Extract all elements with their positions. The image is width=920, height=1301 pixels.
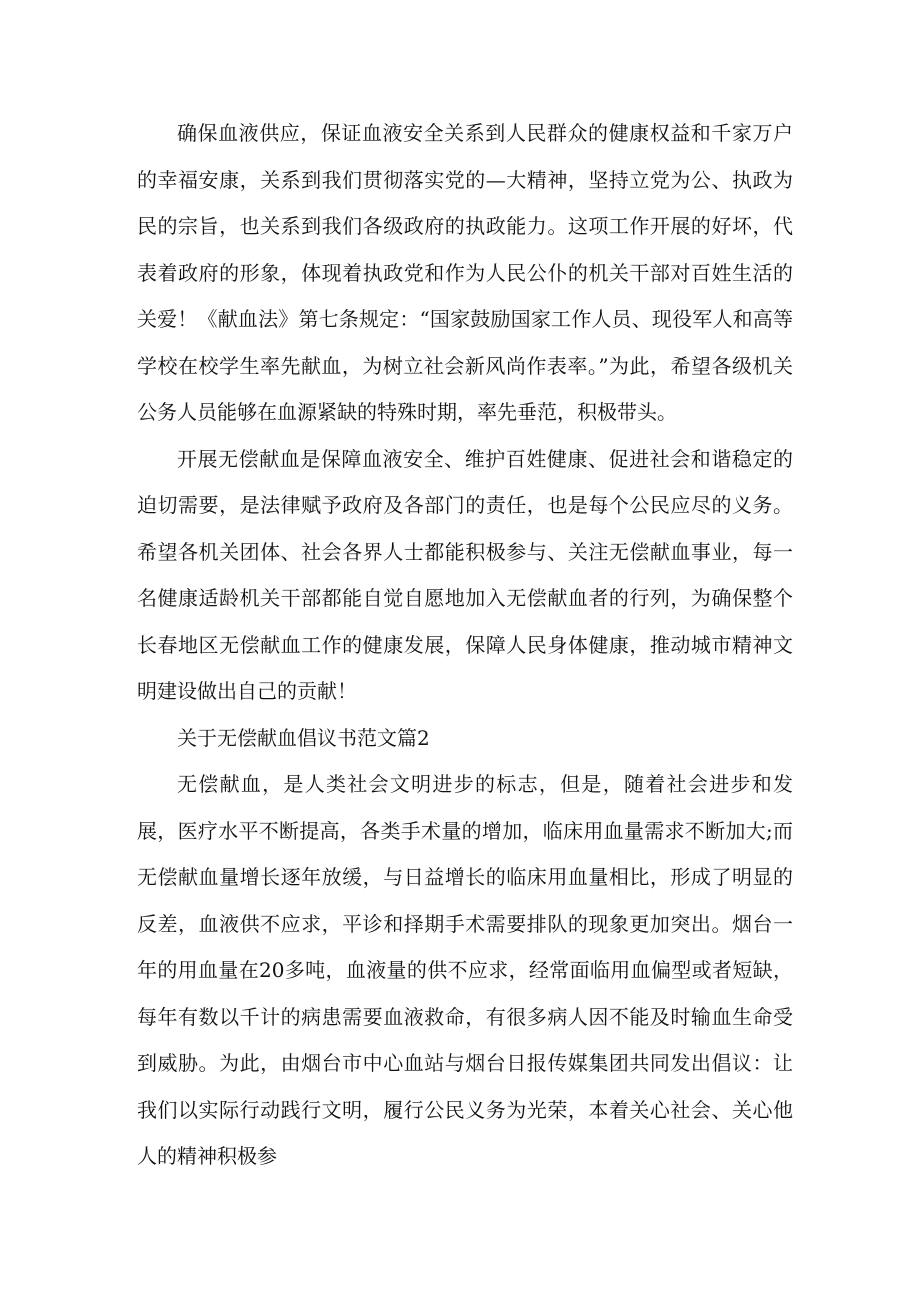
document-body — [137, 110, 793, 1180]
paragraph-blood-supply: 确保血液供应，保证血液安全关系到人民群众的健康权益和千家万户的幸福安康，关系到我们贯彻落实党的—大精神，坚持立党为公、执政为民的宗旨，也关系到我们各级政府的执政能力。这项工作开展的好坏，代表着政府的形象，体现着执政党和作为人民公仆的机关干部对百姓生活的关爱！《献血法》第七条规定：“国家鼓励国家工作人员、现役军人和高等学校在校学生率先献血，为树立社会新风尚作表率。”为此，希望各级机关公务人员能够在血源紧缺的特殊时期，率先垂范，积极带头。 — [137, 121, 793, 424]
paragraph-unpaid-donation: 开展无偿献血是保障血液安全、维护百姓健康、促进社会和谐稳定的迫切需要，是法律赋予政府及各部门的责任，也是每个公民应尽的义务。希望各机关团体、社会各界人士都能积极参与、关注无偿献血事业，每一名健康适龄机关干部都能自觉自愿地加入无偿献血者的行列，为确保整个长春地区无偿献血工作的健康发展，保障人民身体健康，推动城市精神文明建设做出自己的贡献！ — [137, 446, 793, 703]
section-heading: 关于无偿献血倡议书范文篇2 — [177, 725, 430, 750]
paragraph-yantai-proposal: 无偿献血，是人类社会文明进步的标志，但是，随着社会进步和发展，医疗水平不断提高，各类手术量的增加，临床用血量需求不断加大;而无偿献血量增长逐年放缓，与日益增长的临床用血量相比，形成了明显的反差，血液供不应求，平诊和择期手术需要排队的现象更加突出。烟台一年的用血量在20多吨，血液量的供不应求，经常面临用血偏型或者短缺，每年有数以千计的病患需要血液救命，有很多病人因不能及时输血生命受到威胁。为此，由烟台市中心血站与烟台日报传媒集团共同发出倡议：让我们以实际行动践行文明，履行公民义务为光荣，本着关心社会、关心他人的精神积极参 — [137, 772, 793, 1168]
